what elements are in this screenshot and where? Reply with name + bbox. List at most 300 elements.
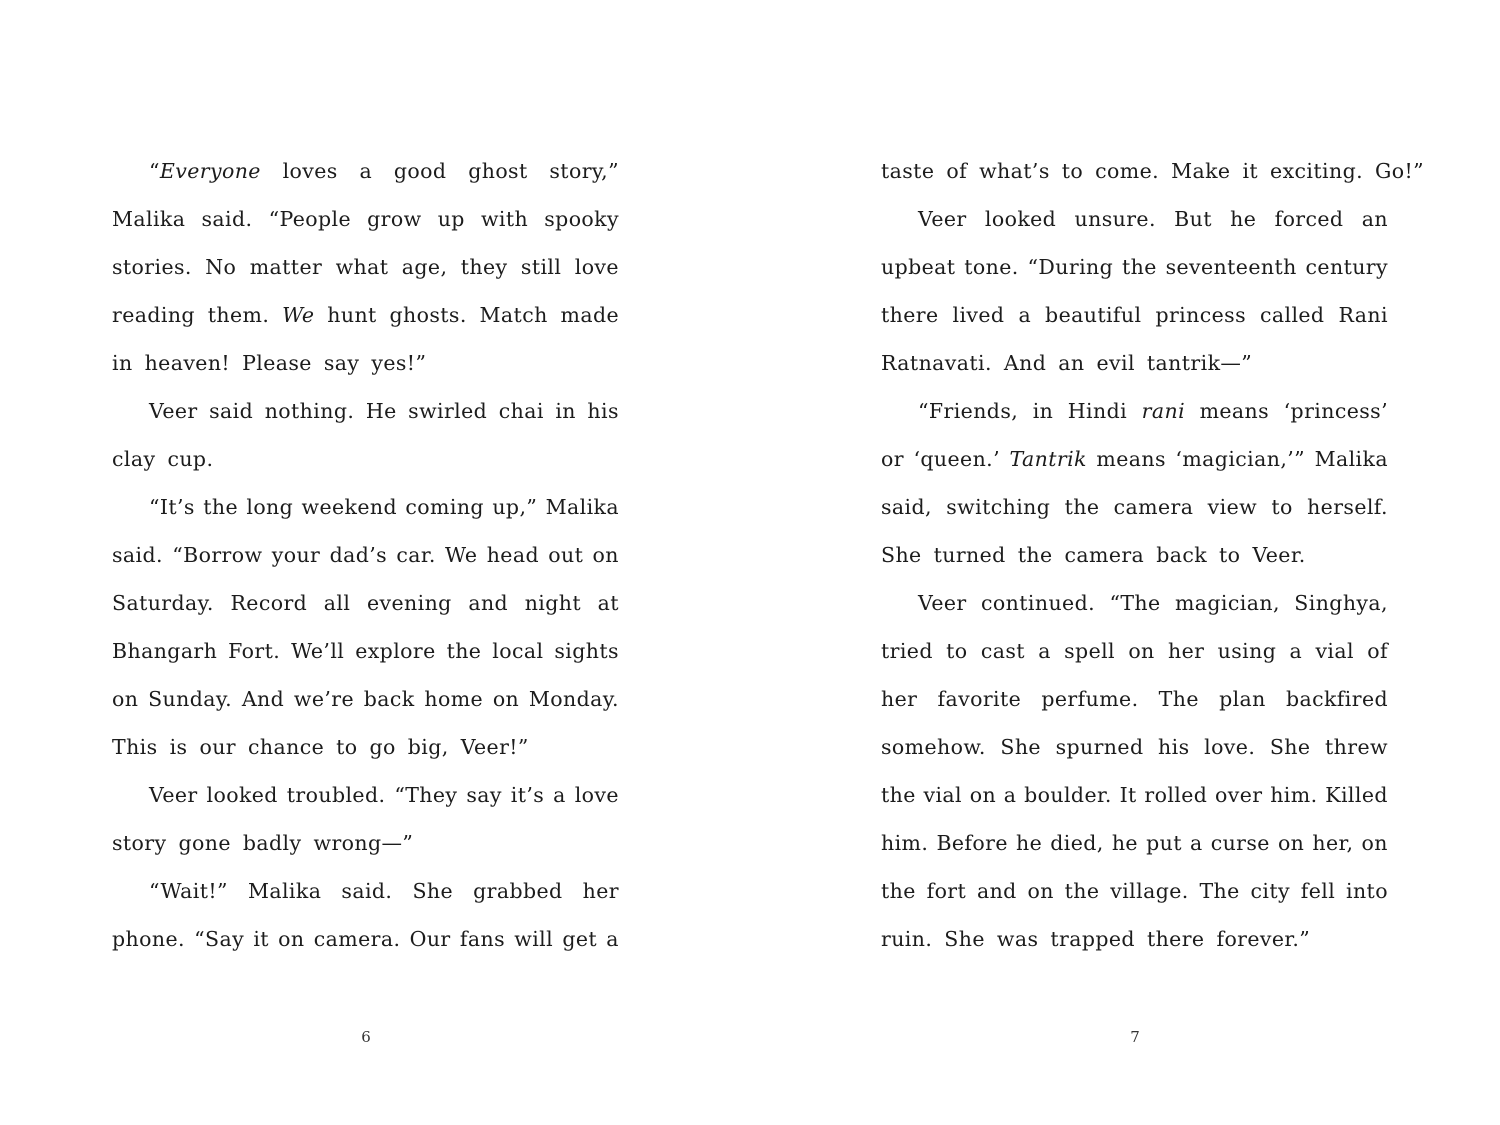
word <box>881 627 933 675</box>
word-text: tried <box>881 639 933 663</box>
text-line <box>112 771 619 819</box>
word <box>985 195 1056 243</box>
word-text: badly <box>242 831 302 855</box>
word <box>1065 867 1100 915</box>
word-text: ‘princess’ <box>1283 399 1388 423</box>
word <box>981 627 1025 675</box>
word-text: still <box>520 255 562 279</box>
word-text: or <box>881 447 904 471</box>
word <box>946 627 967 675</box>
word-text: village. <box>1110 879 1189 903</box>
word-text: upbeat <box>881 255 956 279</box>
word <box>438 195 465 243</box>
word <box>253 915 269 963</box>
word <box>149 387 198 435</box>
word <box>402 243 448 291</box>
word-text: died, <box>1050 831 1104 855</box>
word <box>366 387 397 435</box>
word-text: called <box>1259 303 1325 327</box>
word <box>1128 627 1154 675</box>
text-line <box>112 243 619 291</box>
text-line <box>112 579 619 627</box>
word <box>302 483 398 531</box>
word <box>881 243 955 291</box>
word <box>1033 387 1054 435</box>
word-text: in <box>1032 399 1054 423</box>
word <box>330 531 388 579</box>
word <box>981 579 1095 627</box>
word-text: Malika <box>545 495 619 519</box>
word-text: he <box>1111 831 1138 855</box>
word <box>1016 819 1042 867</box>
word-text: “The <box>1109 591 1161 615</box>
word <box>341 867 392 915</box>
word-text: Singhya, <box>1294 591 1388 615</box>
word-text: chai <box>498 399 544 423</box>
word <box>1109 579 1160 627</box>
word <box>583 867 619 915</box>
word <box>314 819 420 867</box>
word <box>1175 579 1280 627</box>
word <box>336 723 363 771</box>
word-text: of <box>946 159 968 183</box>
word-text: a <box>359 159 373 183</box>
text-line <box>112 531 619 579</box>
word-text: spell <box>1064 639 1116 663</box>
word <box>170 723 194 771</box>
word <box>598 579 619 627</box>
word-text: She <box>944 927 985 951</box>
word-text: the <box>881 879 916 903</box>
word <box>938 675 1022 723</box>
word <box>1142 387 1185 435</box>
word-text: dad’s <box>329 543 388 567</box>
word <box>1251 867 1290 915</box>
word-text: a <box>1189 831 1203 855</box>
word-text: It <box>1119 783 1137 807</box>
word-text: say <box>323 351 360 375</box>
word-text: using <box>1217 639 1277 663</box>
word-text: vial <box>1315 639 1354 663</box>
word <box>979 147 1056 195</box>
word-text: We <box>445 543 478 567</box>
word-text: love <box>574 783 619 807</box>
word <box>1068 387 1127 435</box>
word-text: gone <box>178 831 231 855</box>
text-line <box>881 243 1388 291</box>
word-text: magician, <box>1174 591 1280 615</box>
text-line <box>112 387 619 435</box>
word-text: boulder. <box>1024 783 1112 807</box>
word <box>461 723 535 771</box>
word-text: He <box>365 399 397 423</box>
word-text: on <box>492 687 520 711</box>
word <box>1175 435 1305 483</box>
word-text: with <box>480 207 529 231</box>
word-text: tone. <box>964 255 1019 279</box>
word-text: at <box>597 591 619 615</box>
word-text: Malika <box>247 879 322 903</box>
word <box>946 147 973 195</box>
word <box>521 243 561 291</box>
word <box>881 339 998 387</box>
word <box>927 867 967 915</box>
word-text: But <box>1174 207 1212 231</box>
word-text: it’s <box>510 783 545 807</box>
word-text: is <box>169 735 188 759</box>
word <box>1211 819 1270 867</box>
word-text: clay <box>112 447 156 471</box>
word <box>248 723 330 771</box>
word-text: car. <box>396 543 436 567</box>
word <box>314 915 401 963</box>
word <box>248 867 321 915</box>
word-text: tantrik—” <box>1146 351 1253 375</box>
word-text: to <box>336 735 358 759</box>
word-text: story,” <box>549 159 619 183</box>
word <box>412 867 453 915</box>
word <box>473 867 562 915</box>
word-text: go <box>369 735 396 759</box>
word <box>1190 819 1203 867</box>
word-text: And <box>1003 351 1047 375</box>
right-page-text <box>881 147 1425 963</box>
word-text: will <box>514 927 554 951</box>
word <box>881 771 916 819</box>
word-text: local <box>492 639 544 663</box>
word-text: a <box>1289 639 1303 663</box>
word-text: swirled <box>408 399 488 423</box>
word <box>1252 531 1311 579</box>
word <box>408 387 487 435</box>
right-page-number: 7 <box>1130 1028 1140 1046</box>
word-text: herself. <box>1307 495 1388 519</box>
word-text: switching <box>946 495 1051 519</box>
word <box>172 531 262 579</box>
word-text: She <box>1000 735 1041 759</box>
word-text: our <box>199 735 236 759</box>
word-text: there <box>1146 927 1205 951</box>
word-text: spooky <box>544 207 619 231</box>
word <box>1041 675 1138 723</box>
word <box>112 243 192 291</box>
word-text: heaven! <box>144 351 231 375</box>
word-text: said, <box>881 495 932 519</box>
word-text: up,” <box>492 495 538 519</box>
word-text: a <box>553 783 566 807</box>
word <box>1000 723 1041 771</box>
word-text: ‘magician,’” <box>1175 447 1306 471</box>
word-text: view <box>1207 495 1258 519</box>
word-text: over <box>1215 783 1263 807</box>
word-text: in <box>112 351 133 375</box>
word <box>282 291 314 339</box>
word <box>1208 483 1257 531</box>
word <box>272 531 321 579</box>
word-text: beautiful <box>1045 303 1142 327</box>
text-line <box>112 723 619 771</box>
word <box>145 339 237 387</box>
word <box>1010 435 1087 483</box>
word-text: story <box>112 831 167 855</box>
text-line <box>881 435 1388 483</box>
word-text: trapped <box>1050 927 1135 951</box>
word <box>194 915 244 963</box>
word-text: there <box>881 303 939 327</box>
word-text: Fort. <box>228 639 281 663</box>
word-text: the <box>203 495 238 519</box>
word <box>1325 771 1388 819</box>
word-text: age, <box>401 255 448 279</box>
word <box>1270 147 1369 195</box>
word <box>1301 867 1335 915</box>
word-text: cast <box>980 639 1025 663</box>
word-text: This <box>112 735 158 759</box>
word-text: grabbed <box>473 879 563 903</box>
text-line <box>881 723 1388 771</box>
word-text: looked <box>984 207 1057 231</box>
word-text: Please <box>242 351 312 375</box>
word-text: taste <box>881 159 935 183</box>
word <box>246 483 293 531</box>
word-text: ‘queen.’ <box>913 447 1001 471</box>
word-text: somehow. <box>881 735 986 759</box>
text-line <box>881 291 1388 339</box>
word <box>367 195 421 243</box>
word-text: the <box>1064 495 1100 519</box>
word-text: hunt <box>327 303 377 327</box>
word-text: the <box>1121 255 1157 279</box>
word-text: cup. <box>167 447 214 471</box>
word <box>149 147 261 195</box>
word-text: a <box>1003 783 1017 807</box>
word <box>1146 819 1182 867</box>
text-line <box>112 675 619 723</box>
word <box>936 819 1007 867</box>
word-text: to <box>946 639 968 663</box>
word-text: turned <box>933 543 1006 567</box>
word-text: was <box>996 927 1039 951</box>
word <box>1110 867 1188 915</box>
word <box>587 387 618 435</box>
word-text: on <box>1027 879 1054 903</box>
word-text: said. <box>112 543 163 567</box>
word <box>918 579 967 627</box>
word <box>242 339 318 387</box>
text-line <box>112 435 619 483</box>
text-line <box>112 867 619 915</box>
word-text: her, <box>1312 831 1354 855</box>
word <box>575 243 619 291</box>
word <box>228 627 280 675</box>
word-text: perfume. <box>1041 687 1139 711</box>
word-text: city <box>1250 879 1290 903</box>
word-text: nothing. <box>264 399 355 423</box>
word <box>562 915 597 963</box>
word <box>492 483 537 531</box>
word <box>1284 387 1388 435</box>
word <box>112 819 172 867</box>
word-text: “ <box>149 159 160 183</box>
word <box>1312 819 1353 867</box>
text-line <box>112 339 619 387</box>
text-line <box>112 195 619 243</box>
word <box>593 531 619 579</box>
word-text: No <box>205 255 237 279</box>
word-text: century <box>1305 255 1388 279</box>
word <box>493 675 519 723</box>
word <box>460 915 505 963</box>
text-line <box>112 147 619 195</box>
word-text: Veer <box>149 783 198 807</box>
word-text: Veer <box>149 399 198 423</box>
word-text: Veer. <box>1252 543 1306 567</box>
word <box>560 291 619 339</box>
word <box>1219 531 1246 579</box>
word <box>389 291 466 339</box>
word-text: troubled. <box>286 783 386 807</box>
word-text: yes!” <box>371 351 427 375</box>
word-text: “During <box>1027 255 1114 279</box>
word-text: Malika <box>112 207 186 231</box>
word <box>1315 627 1354 675</box>
word <box>167 435 219 483</box>
word-text: a <box>606 927 619 951</box>
word <box>1058 339 1090 387</box>
word-text: him. <box>1270 783 1318 807</box>
word-text: grow <box>367 207 422 231</box>
word-text: on <box>592 543 619 567</box>
word <box>923 771 962 819</box>
word-text: back <box>363 687 415 711</box>
text-line <box>881 147 1425 195</box>
word-text: a <box>1038 639 1051 663</box>
word-text: to <box>1219 543 1241 567</box>
word-text: Veer!” <box>460 735 529 759</box>
word <box>250 243 322 291</box>
word <box>207 771 278 819</box>
word <box>1290 627 1303 675</box>
word <box>575 771 619 819</box>
word-text: and <box>468 591 509 615</box>
word <box>1004 771 1017 819</box>
word <box>1215 771 1262 819</box>
word-text: said. <box>201 207 253 231</box>
word <box>148 675 232 723</box>
word-text: them. <box>207 303 270 327</box>
text-line <box>112 915 619 963</box>
word <box>394 147 447 195</box>
word-text: “People <box>268 207 352 231</box>
word <box>1147 915 1211 963</box>
word <box>1260 291 1324 339</box>
word-text: get <box>562 927 598 951</box>
word <box>336 243 389 291</box>
word <box>202 195 253 243</box>
word-text: your <box>271 543 321 567</box>
word-text: “Wait!” <box>149 879 228 903</box>
word-text: all <box>323 591 351 615</box>
word <box>1114 483 1194 531</box>
word <box>461 243 508 291</box>
word <box>1095 147 1165 195</box>
text-line <box>881 483 1388 531</box>
word <box>1218 627 1277 675</box>
word <box>294 675 354 723</box>
word-text: Malika <box>1314 447 1388 471</box>
word <box>408 723 455 771</box>
word-text: Killed <box>1325 783 1388 807</box>
word <box>360 147 373 195</box>
word <box>243 819 308 867</box>
word-text: Match <box>479 303 548 327</box>
word-text: Our <box>409 927 451 951</box>
word-text: princess <box>1155 303 1246 327</box>
word <box>1199 867 1239 915</box>
word-text: “Borrow <box>172 543 263 567</box>
word <box>1306 243 1388 291</box>
word-text: plan <box>1219 687 1266 711</box>
word-text: seventeenth <box>1165 255 1297 279</box>
word-text: made <box>560 303 619 327</box>
word-text: put <box>1146 831 1182 855</box>
word <box>511 771 544 819</box>
word <box>1155 291 1246 339</box>
word-text: Hindi <box>1067 399 1128 423</box>
word-text: “They <box>394 783 458 807</box>
word <box>1147 339 1258 387</box>
word-text: evil <box>1096 351 1135 375</box>
word <box>1056 723 1144 771</box>
word-text: ruin. <box>881 927 933 951</box>
word <box>492 627 543 675</box>
word-text: ghost <box>468 159 528 183</box>
word <box>394 771 457 819</box>
word-text: matter <box>249 255 323 279</box>
word-text: backfired <box>1285 687 1388 711</box>
word <box>149 771 198 819</box>
word-text: her <box>582 879 619 903</box>
word <box>606 915 619 963</box>
word <box>1367 627 1388 675</box>
word-text: means <box>1199 399 1270 423</box>
word <box>1230 195 1256 243</box>
word <box>405 483 484 531</box>
word-text: unsure. <box>1074 207 1156 231</box>
word <box>514 915 553 963</box>
word <box>881 531 928 579</box>
word <box>230 579 307 627</box>
word <box>499 387 544 435</box>
word <box>1045 291 1141 339</box>
word-text: and <box>976 879 1017 903</box>
word <box>327 291 376 339</box>
word <box>881 291 939 339</box>
word-text: evening <box>366 591 452 615</box>
word <box>1338 291 1388 339</box>
word <box>1171 147 1236 195</box>
word <box>1204 723 1255 771</box>
text-line <box>881 387 1388 435</box>
word <box>918 195 967 243</box>
word <box>977 867 1017 915</box>
word-text: loves <box>282 159 338 183</box>
word-text: Rani <box>1338 303 1388 327</box>
word-text: her <box>1167 639 1205 663</box>
word-text: coming <box>405 495 484 519</box>
word <box>546 483 619 531</box>
word <box>944 915 991 963</box>
